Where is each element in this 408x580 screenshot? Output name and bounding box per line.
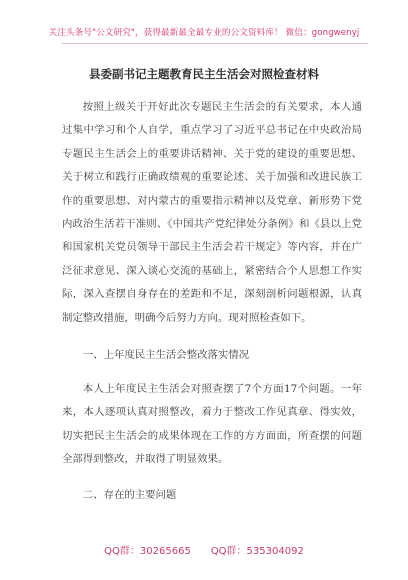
- section-heading-2: 二、存在的主要问题: [82, 489, 177, 501]
- footer-qq-group-1: QQ群：30265665: [104, 546, 191, 557]
- header-divider: [62, 43, 368, 44]
- document-title: 县委副书记主题教育民主生活会对照检查材料: [89, 67, 319, 81]
- footer-contacts: [0, 542, 408, 557]
- intro-paragraph: 按照上级关于开好此次专题民主生活会的有关要求，本人通过集中学习和个人自学，重点学习了习近平总书记在中央政治局专题民主生活会上的重要讲话精神、关于党的建设的重要思想、关于树立和践行正确政绩观的重要论述、关于加强和改进民族工作的重要思想、对内蒙古的重要指示精神以及党章、新形势下党内政治生活若干准则、《中国共产党纪律处分条例》和《县以上党和国家机关党员领导干部民主生活会若干规定》等内容，并在广泛征求意见、深入谈心交流的基础上，紧密结合个人思想工作实际，深入查摆自身存在的差距和不足，深刻剖析问题根源，认真制定整改措施，明确今后努力方向。现对照检查如下。: [62, 101, 362, 324]
- header-banner: 关注头条号"公文研究"，获得最新最全最专业的公文资料库！ 微信：gongwenyj: [48, 28, 360, 38]
- section-heading-1: 一、上年度民主生活会整改落实情况: [82, 349, 250, 361]
- section-1-paragraph: 本人上年度民主生活会对照查摆了7个方面17个问题。一年来，本人逐项认真对照整改，着力于整改工作见真章、得实效，切实把民主生活会的成果体现在工作的方方面面，所查摆的问题全部得到整改，并取得了明显效果。: [62, 383, 362, 466]
- footer-qq-group-2: QQ群：535304092: [210, 546, 304, 557]
